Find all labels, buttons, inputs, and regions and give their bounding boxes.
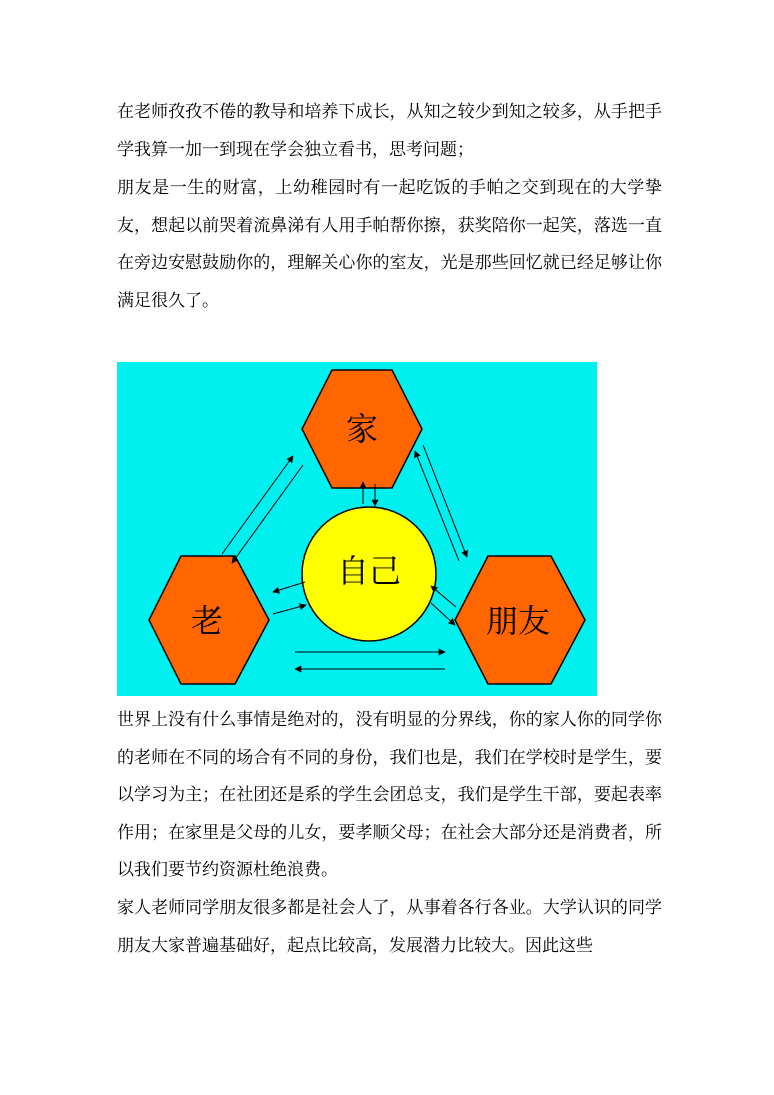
arrow-home-to-teacher [232, 465, 303, 563]
home-label: 家 [345, 410, 379, 448]
paragraph-society: 家人老师同学朋友很多都是社会人了，从事着各行各业。大学认识的同学朋友大家普遍基础好，起点比较高，发展潜力比较大。因此这些 [117, 898, 662, 956]
teacher-label: 老 [190, 602, 224, 640]
arrow-self-to-friend [431, 603, 455, 625]
paragraph-friends: 朋友是一生的财富，上幼稚园时有一起吃饭的手帕之交到现在的大学挚友，想起以前哭着流鼻涕有人用手帕帮你擦，获奖陪你一起笑，落选一直在旁边安慰鼓励你的，理解关心你的室友，光是那些回忆就已经足够让你满足很久了。 [117, 178, 662, 311]
arrow-home-to-friend [423, 445, 467, 557]
arrow-teacher-to-home [222, 456, 293, 554]
paragraph-identities: 世界上没有什么事情是绝对的，没有明显的分界线，你的家人你的同学你的老师在不同的场合有不同的身份，我们也是，我们在学校时是学生，要以学习为主；在社团还是系的学生会团总支，我们是学生干部，要起表率作用；在家里是父母的儿女，要孝顺父母；在社会大部分还是消费者，所以我们要节约资源杜绝浪费。 [117, 710, 662, 880]
paragraph-teacher: 在老师孜孜不倦的教导和培养下成长，从知之较少到知之较多，从手把手学我算一加一到现在学会独立看书，思考问题； [117, 102, 662, 160]
arrow-teacher-to-self [273, 605, 306, 614]
relationship-diagram-svg [117, 362, 597, 696]
arrow-friend-to-self [431, 586, 456, 607]
arrow-self-to-teacher [273, 582, 305, 592]
friend-label: 朋友 [485, 602, 551, 640]
relationship-diagram [117, 362, 597, 696]
self-label: 自己 [336, 552, 402, 590]
